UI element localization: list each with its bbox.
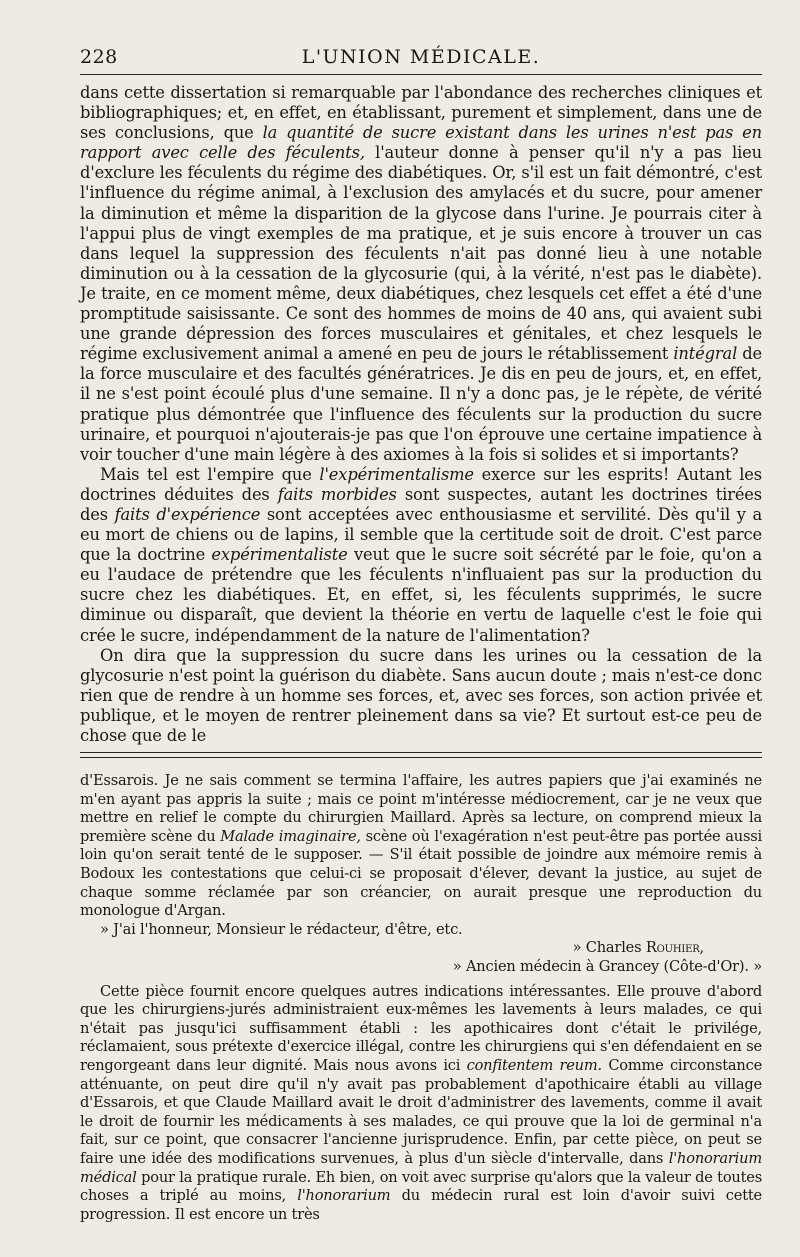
footnote-paragraph-2: Cette pièce fournit encore quelques autres indications intéressantes. Elle prouve d'abord que les chirurgiens-jurés administraient eux-mêmes les lavements à leurs malades, ce qui n'était pas jusqu'ici suffisamment établi : les apothicaires dont c'était le privilége, réclamaient, sous prétexte d'exercice illégal, contre les chirurgiens qui s'en défendaient en se rengorgeant dans leur dignité. Mais nous avons ici confitentem reum. Comme circonstance atténuante, on peut dire qu'il n'y avait pas probablement d'apothicaire établi au village d'Essarois, et que Claude Maillard avait le droit d'administrer des lavements, comme il avait le droit de fournir les médicaments à ses malades, ce qui prouve que la loi de germinal n'a fait, sur ce point, que consacrer l'ancienne jurisprudence. Enfin, par cette pièce, on peut se faire une idée des modifications survenues, à plus d'un siècle d'intervalle, dans l'honorarium médical pour la pratique rurale. Eh bien, on voit avec surprise qu'alors que la valeur de toutes choses a triplé au moins, l'honorarium du médecin rural est loin d'avoir suivi cette progression. Il est encore un très (80, 982, 763, 1223)
paragraph-2: Mais tel est l'empire que l'expérimentalisme exerce sur les esprits! Autant les doctrines déduites des faits morbides sont suspectes, autant les doctrines tirées des faits d'expérience sont acceptées avec enthousiasme et servilité. Dès qu'il y a eu mort de chiens ou de lapins, il semble que la certitude soit de droit. C'est parce que la doctrine expérimentaliste veut que le sucre soit sécrété par le foie, qu'on a eu l'audace de prétendre que les féculents n'influaient pas sur la production du sucre chez les diabétiques. Et, en effet, si, les féculents supprimés, le sucre diminue ou disparaît, que devient la théorie en vertu de laquelle c'est le foie qui crée le sucre, indépendamment de la nature de l'alimentation? (80, 464, 763, 645)
footnote-signature: » Charles Rouhier, (572, 939, 704, 957)
page-header (80, 40, 762, 75)
footnote-signature-title: » Ancien médecin à Grancey (Côte-d'Or). » (452, 958, 762, 976)
italic-word: expérimentaliste (211, 545, 348, 565)
italic-word: l'expérimentalisme (319, 464, 474, 484)
page-number: 228 (80, 46, 118, 68)
running-title: L'UNION MÉDICALE. (301, 46, 541, 68)
footnote-separator (80, 752, 762, 758)
italic-word: l'honorarium (297, 1187, 391, 1205)
italic-phrase: l'honorarium médical (80, 1149, 762, 1186)
signature-name: Rouhier (645, 939, 700, 957)
paragraph-1: dans cette dissertation si remarquable par l'abondance des recherches cliniques et bibliographiques; et, en effet, en établissant, purement et simplement, dans une de ses conclusions, que la quantité de sucre existant dans les urines n'est pas en rapport avec celle des féculents, l'auteur donne à penser qu'il n'y a pas lieu d'exclure les féculents du régime des diabétiques. Or, s'il est un fait démontré, c'est l'influence du régime animal, à l'exclusion des amylacés et du sucre, pour amener la diminution et même la disparition de la glycose dans l'urine. Je pourrais citer à l'appui plus de vingt exemples de ma pratique, et je suis encore à trouver un cas dans lequel la suppression des féculents n'ait pas donné lieu à une notable diminution ou à la cessation de la glycosurie (qui, à la vérité, n'est pas le diabète). Je traite, en ce moment même, deux diabétiques, chez lesquels cet effet a été d'une promptitude saisissante. Ce sont des hommes de moins de 40 ans, qui avaient subi une grande dépression des forces musculaires et génitales, et chez lesquels le régime exclusivement animal a amené en peu de jours le rétablissement intégral de la force musculaire et des facultés génératrices. Je dis en peu de jours, et, en effet, il ne s'est point écoulé plus d'une semaine. Il n'y a donc pas, je le répète, de vérité pratique plus démontrée que l'influence des féculents sur la production du sucre urinaire, et pourquoi n'ajouterais-je pas que l'on éprouve une certaine impatience à voir toucher d'une main légère à des axiomes à la fois si solides et si importants? (80, 83, 762, 464)
paragraph-3: On dira que la suppression du sucre dans les urines ou la cessation de la glycosurie n'est point la guérison du diabète. Sans aucun doute ; mais n'est-ce donc rien que de rendre à un homme ses forces, et, avec ses forces, son action privée et publique, et le moyen de rentrer pleinement dans sa vie? Et surtout est-ce peu de chose que de le (80, 645, 762, 745)
italic-title: Malade imaginaire, (220, 827, 361, 845)
italic-phrase: confitentem reum. (466, 1057, 602, 1074)
footnote-paragraph-1: d'Essarois. Je ne sais comment se termina l'affaire, les autres papiers que j'ai examinés ne m'en ayant pas appris la suite ; mais ce point m'intéresse médiocrement, car je ne veux que mettre en relief le compte du chirurgien Maillard. Après sa lecture, on comprend mieux la première scène du Malade imaginaire, scène où l'exagération n'est peut-être pas portée aussi loin qu'on serait tenté de le supposer. — S'il était possible de joindre aux mémoire remis à Bodoux les contestations que celui-ci se proposait d'élever, devant la justice, au sujet de chaque somme réclamée par son créancier, on aurait presque une reproduction du monologue d'Argan. (80, 772, 763, 920)
footnote-closing: » J'ai l'honneur, Monsieur le rédacteur, d'être, etc. (100, 920, 463, 938)
italic-phrase: faits morbides (277, 484, 397, 504)
italic-word: intégral (673, 344, 738, 364)
italic-phrase: faits d'expérience (114, 504, 261, 524)
main-text (80, 83, 762, 746)
footnote (80, 772, 762, 1224)
italic-phrase: la quantité de sucre existant dans les urines n'est pas en rapport avec celle des féculents, (80, 123, 762, 163)
